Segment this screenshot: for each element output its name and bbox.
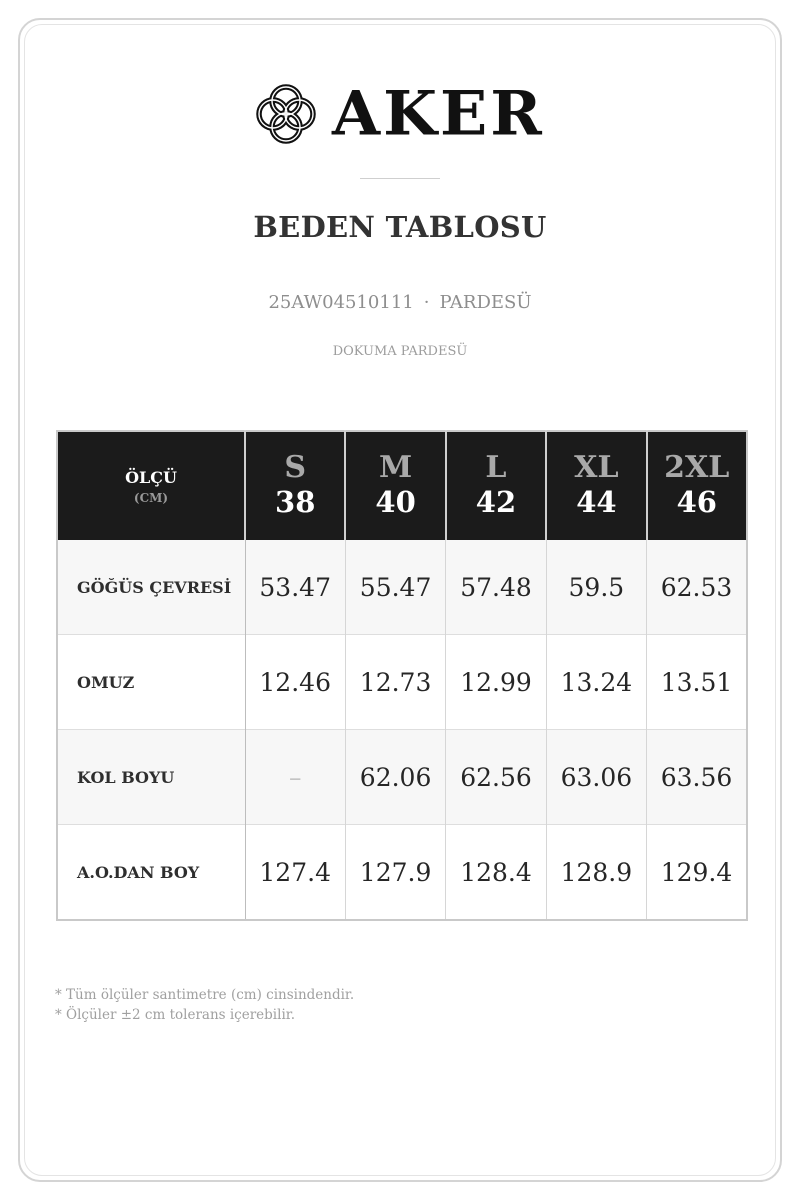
table-cell: 62.53 [647, 540, 747, 635]
size-letter: XL [574, 450, 619, 486]
table-cell: 13.51 [647, 635, 747, 730]
footnote: * Ölçüler ±2 cm tolerans içerebilir. [55, 1007, 296, 1023]
row-label: KOL BOYU [57, 730, 245, 825]
row-label: OMUZ [57, 635, 245, 730]
size-letter: L [485, 450, 507, 486]
measure-header [57, 431, 245, 540]
size-letter: 2XL [664, 450, 730, 486]
size-letter: S [284, 450, 307, 486]
table-cell: 129.4 [647, 825, 747, 921]
table-cell: 55.47 [345, 540, 445, 635]
size-number: 46 [676, 485, 717, 520]
table-cell-empty: – [245, 730, 345, 825]
product-category: PARDESÜ [439, 292, 532, 313]
table-cell: 12.73 [345, 635, 445, 730]
size-header-m [345, 431, 445, 540]
size-number: 40 [375, 485, 416, 520]
table-cell: 128.4 [446, 825, 546, 921]
row-label: A.O.DAN BOY [57, 825, 245, 921]
table-cell: 12.46 [245, 635, 345, 730]
table-cell: 62.06 [345, 730, 445, 825]
table-cell: 12.99 [446, 635, 546, 730]
size-number: 44 [576, 485, 617, 520]
table-cell: 128.9 [546, 825, 646, 921]
subtitle-separator: · [423, 292, 430, 313]
table-row-omuz [57, 635, 747, 730]
footnote: * Tüm ölçüler santimetre (cm) cinsindendir. [55, 987, 355, 1003]
table-row-boy [57, 825, 747, 921]
measure-header-label: ÖLÇÜ [125, 467, 177, 487]
table-row-kol-boyu [57, 730, 747, 825]
interlaced-knot-icon [252, 80, 320, 148]
table-cell: 63.56 [647, 730, 747, 825]
footnotes [55, 985, 354, 1025]
size-header-xl [546, 431, 646, 540]
size-header-l [446, 431, 546, 540]
table-row-gogus [57, 540, 747, 635]
size-table [56, 430, 748, 921]
measure-unit: (CM) [133, 490, 169, 505]
size-letter: M [378, 450, 413, 486]
brand-name: AKER [332, 77, 545, 150]
size-number: 38 [275, 485, 316, 520]
size-header-row [57, 431, 747, 540]
table-cell: 59.5 [546, 540, 646, 635]
size-header-s [245, 431, 345, 540]
table-cell: 62.56 [446, 730, 546, 825]
table-cell: 127.9 [345, 825, 445, 921]
size-header-2xl [647, 431, 747, 540]
product-code: 25AW04510111 [268, 292, 414, 313]
table-cell: 53.47 [245, 540, 345, 635]
title-divider [360, 178, 440, 179]
size-number: 42 [475, 485, 517, 520]
page-title: BEDEN TABLOSU [253, 210, 547, 244]
product-subtitle [0, 292, 800, 313]
table-cell: 63.06 [546, 730, 646, 825]
table-cell: 13.24 [546, 635, 646, 730]
brand-logo [252, 77, 545, 150]
product-description: DOKUMA PARDESÜ [332, 344, 468, 359]
row-label: GÖĞÜS ÇEVRESİ [57, 540, 245, 635]
table-cell: 57.48 [446, 540, 546, 635]
table-cell: 127.4 [245, 825, 345, 921]
